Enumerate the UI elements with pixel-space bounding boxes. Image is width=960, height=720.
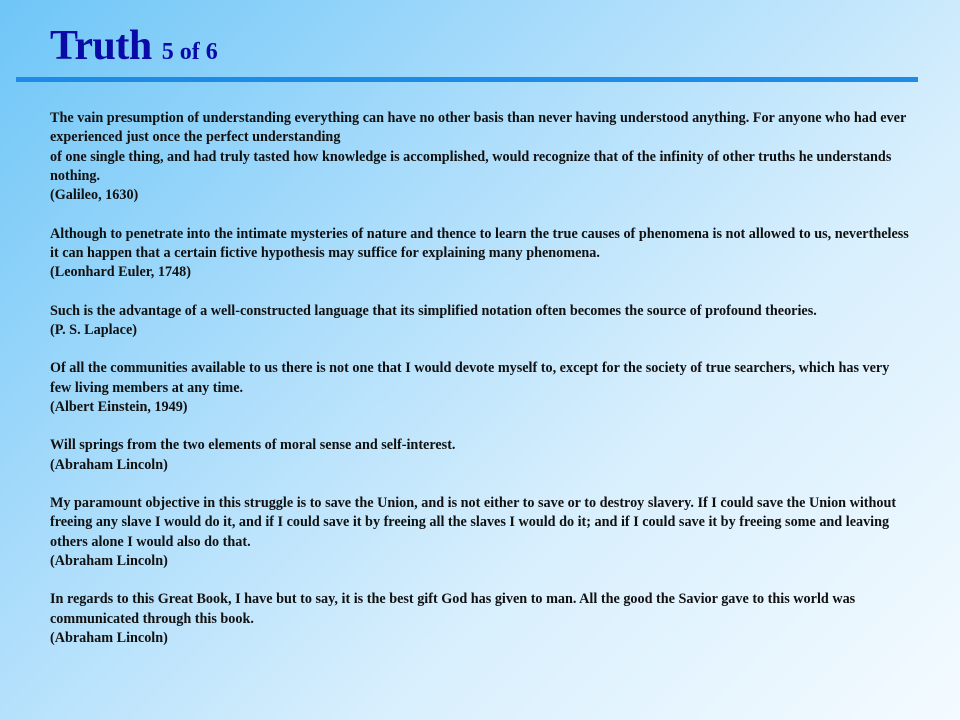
quote-text: The vain presumption of understanding everything can have no other basis than never having understood anything. For anyone who had ever experienced just once the perfect understanding [50, 110, 906, 146]
quote-block [50, 590, 912, 648]
quote-attribution: (Galileo, 1630) [50, 187, 139, 203]
quote-attribution: (Abraham Lincoln) [50, 629, 168, 646]
quote-block [50, 436, 912, 475]
quote-text: In regards to this Great Book, I have but to say, it is the best gift God has given to man. All the good the Savior gave to this world was communicated through this book. [50, 591, 856, 627]
quote-text: My paramount objective in this struggle is to save the Union, and is not either to save or to destroy slavery. If I could save the Union without freeing any slave I would do it, and if I could save it by freeing all the slaves I would do it; and if I could save it by freeing some and leaving others alone I would also do that. [50, 495, 897, 550]
quotes-body [50, 109, 912, 667]
quote-text: of one single thing, and had truly tasted how knowledge is accomplished, would recognize that of the infinity of other truths he understands nothing. [50, 148, 892, 184]
quote-text: Such is the advantage of a well-constructed language that its simplified notation often becomes the source of profound theories. [50, 302, 817, 319]
slide-page-indicator: 5 of 6 [161, 39, 218, 65]
quote-block [50, 302, 912, 341]
quote-block [50, 225, 912, 283]
quote-block [50, 494, 912, 571]
quote-text: Will springs from the two elements of moral sense and self-interest. [50, 437, 456, 454]
title-divider [16, 77, 918, 82]
quote-attribution: (Leonhard Euler, 1748) [50, 264, 191, 280]
quote-block [50, 359, 912, 417]
slide-title-text: Truth [50, 23, 152, 69]
quote-attribution: (Abraham Lincoln) [50, 552, 168, 569]
quote-attribution: (Abraham Lincoln) [50, 456, 168, 473]
quote-attribution: (P. S. Laplace) [50, 321, 137, 338]
quote-text: Of all the communities available to us there is not one that I would devote myself to, except for the society of true searchers, which has very few living members at any time. [50, 360, 890, 396]
quote-text: Although to penetrate into the intimate mysteries of nature and thence to learn the true causes of phenomena is not allowed to us, nevertheless it can happen that a certain fictive hypothesis may suffice for explaining many phenomena. [50, 225, 909, 261]
quote-attribution: (Albert Einstein, 1949) [50, 398, 188, 415]
quote-block [50, 109, 912, 205]
slide-title [50, 22, 218, 70]
